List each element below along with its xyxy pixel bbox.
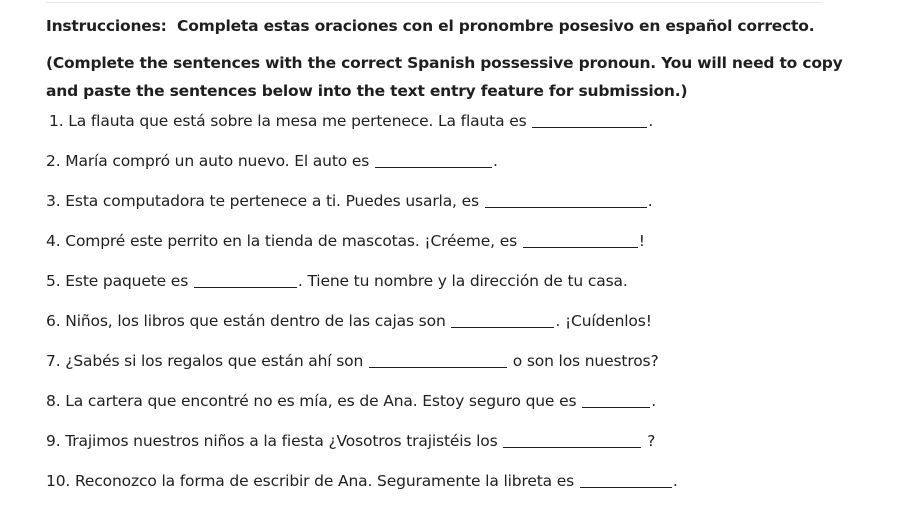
question-text: 6. Niños, los libros que están dentro de las cajas son <box>46 312 451 330</box>
question-7 <box>46 351 866 391</box>
question-ending: . <box>648 112 654 130</box>
answer-blank <box>375 151 492 168</box>
question-text: 2. María compró un auto nuevo. El auto es <box>46 152 374 170</box>
question-text: 3. Esta computadora te pertenece a ti. Puedes usarla, es <box>46 192 484 210</box>
question-ending: . Tiene tu nombre y la dirección de tu casa. <box>297 272 628 290</box>
worksheet <box>46 16 866 511</box>
question-text: 7. ¿Sabés si los regalos que están ahí son <box>46 352 368 370</box>
question-ending: . <box>647 192 653 210</box>
question-2 <box>46 151 866 191</box>
question-ending: . <box>492 152 498 170</box>
answer-blank <box>523 231 638 248</box>
english-note-text: (Complete the sentences with the correct Spanish possessive pronoun. You will need to copy and paste the sentences below into the text entry feature for submission.) <box>46 54 843 100</box>
answer-blank <box>582 391 650 408</box>
question-5 <box>46 271 866 311</box>
question-6 <box>46 311 866 351</box>
answer-blank <box>369 351 507 368</box>
answer-blank <box>580 471 672 488</box>
question-ending: . ¡Cuídenlos! <box>555 312 652 330</box>
question-list <box>46 111 866 511</box>
answer-blank <box>451 311 554 328</box>
instructions-text: Instrucciones: Completa estas oraciones con el pronombre posesivo en español correcto. <box>46 17 815 35</box>
answer-blank <box>194 271 297 288</box>
question-ending: o son los nuestros? <box>507 352 659 370</box>
question-ending: . <box>672 472 678 490</box>
question-9 <box>46 431 866 471</box>
top-divider <box>46 2 821 3</box>
answer-blank <box>532 111 647 128</box>
answer-blank <box>503 431 641 448</box>
question-text: 1. La flauta que está sobre la mesa me pertenece. La flauta es <box>49 112 532 130</box>
question-10 <box>46 471 866 511</box>
question-text: 10. Reconozco la forma de escribir de Ana. Seguramente la libreta es <box>46 472 579 490</box>
question-ending: ! <box>638 232 645 250</box>
question-1 <box>46 111 866 151</box>
question-ending: . <box>651 392 656 410</box>
question-text: 5. Este paquete es <box>46 272 193 290</box>
question-4 <box>46 231 866 271</box>
question-ending: ? <box>642 432 656 450</box>
question-text: 4. Compré este perrito en la tienda de mascotas. ¡Créeme, es <box>46 232 522 250</box>
question-3 <box>46 191 866 231</box>
question-text: 8. La cartera que encontré no es mía, es de Ana. Estoy seguro que es <box>46 392 582 410</box>
question-text: 9. Trajimos nuestros niños a la fiesta ¿Vosotros trajistéis los <box>46 432 503 450</box>
answer-blank <box>485 191 647 208</box>
question-8 <box>46 391 866 431</box>
